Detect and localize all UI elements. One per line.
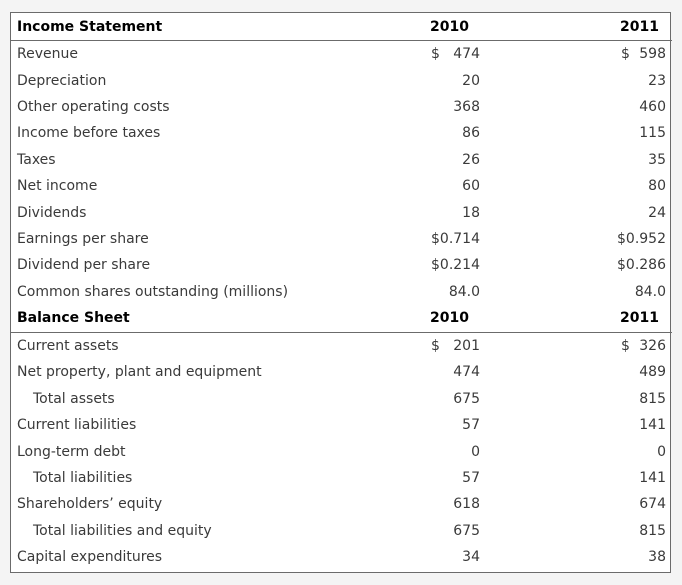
value-2010: [369, 332, 492, 359]
row-label: Long-term debt: [17, 443, 126, 460]
value-2010: 57: [462, 417, 480, 434]
row-label: Dividend per share: [17, 257, 151, 274]
table-row: [11, 41, 672, 68]
row-label: Total assets: [33, 390, 115, 407]
income-statement-header: [11, 13, 672, 41]
value-2011: $0.952: [617, 230, 666, 247]
year-header-2011: 2011: [492, 305, 672, 333]
cell-value: 201: [453, 338, 480, 355]
year-header-2010: 2010: [369, 305, 492, 333]
table-row: [11, 518, 672, 544]
balance-sheet-header: [11, 305, 672, 333]
value-2011: 35: [648, 151, 666, 168]
value-2011: 80: [648, 178, 666, 195]
table-row: [11, 252, 672, 278]
statements-table: [11, 13, 672, 570]
value-2010: 86: [462, 125, 480, 142]
row-label: Dividends: [17, 204, 87, 221]
value-2011: 23: [648, 72, 666, 89]
value-2010: 675: [453, 390, 480, 407]
value-2010: [369, 41, 492, 68]
row-label: Net income: [17, 178, 98, 195]
value-2011: $0.286: [617, 257, 666, 274]
value-2011: 38: [648, 549, 666, 566]
table-body: [11, 13, 672, 570]
currency-value: [492, 338, 666, 354]
value-2011: 815: [639, 522, 666, 539]
currency-symbol: $: [431, 338, 440, 355]
value-2011: 24: [648, 204, 666, 221]
value-2010: 0: [471, 443, 480, 460]
value-2010: $0.214: [431, 257, 480, 274]
table-row: [11, 332, 672, 359]
row-label: Shareholders’ equity: [17, 496, 163, 513]
value-2011: 115: [639, 125, 666, 142]
year-header-2011: 2011: [492, 13, 672, 41]
table-row: [11, 386, 672, 412]
cell-value: 598: [639, 46, 666, 63]
table-row: [11, 544, 672, 570]
row-label: Other operating costs: [17, 98, 170, 115]
currency-value: [369, 338, 480, 354]
value-2010: 84.0: [448, 283, 480, 300]
row-label: Net property, plant and equipment: [17, 364, 262, 381]
value-2010: 26: [462, 151, 480, 168]
table-row: [11, 67, 672, 93]
section-title: Income Statement: [11, 13, 369, 41]
value-2010: 368: [453, 98, 480, 115]
value-2011: 84.0: [634, 283, 666, 300]
table-row: [11, 199, 672, 225]
row-label: Taxes: [17, 151, 56, 168]
table-row: [11, 226, 672, 252]
value-2010: 34: [462, 549, 480, 566]
value-2011: 460: [639, 98, 666, 115]
cell-value: 474: [453, 46, 480, 63]
value-2011: 815: [639, 390, 666, 407]
row-label: Current assets: [17, 338, 119, 355]
currency-value: [492, 46, 666, 62]
table-row: [11, 173, 672, 199]
row-label: Revenue: [17, 46, 78, 63]
row-label: Earnings per share: [17, 230, 149, 247]
value-2011: [492, 41, 672, 68]
section-title: Balance Sheet: [11, 305, 369, 333]
table-row: [11, 279, 672, 305]
currency-symbol: $: [621, 338, 630, 355]
row-label: Current liabilities: [17, 417, 137, 434]
table-row: [11, 491, 672, 517]
value-2010: 618: [453, 496, 480, 513]
value-2010: 20: [462, 72, 480, 89]
value-2010: 675: [453, 522, 480, 539]
value-2010: 18: [462, 204, 480, 221]
value-2011: [492, 332, 672, 359]
table-row: [11, 94, 672, 120]
table-row: [11, 120, 672, 146]
table-row: [11, 465, 672, 491]
row-label: Common shares outstanding (millions): [17, 283, 289, 300]
cell-value: 326: [639, 338, 666, 355]
year-header-2010: 2010: [369, 13, 492, 41]
value-2011: 674: [639, 496, 666, 513]
value-2011: 141: [639, 417, 666, 434]
table-row: [11, 412, 672, 438]
value-2010: $0.714: [431, 230, 480, 247]
row-label: Total liabilities: [33, 470, 133, 487]
value-2010: 57: [462, 470, 480, 487]
financial-statements-table: [10, 12, 671, 573]
table-row: [11, 438, 672, 464]
value-2011: 489: [639, 364, 666, 381]
row-label: Depreciation: [17, 72, 107, 89]
value-2010: 60: [462, 178, 480, 195]
row-label: Capital expenditures: [17, 549, 163, 566]
table-row: [11, 359, 672, 385]
currency-symbol: $: [621, 46, 630, 63]
currency-value: [369, 46, 480, 62]
table-row: [11, 147, 672, 173]
row-label: Total liabilities and equity: [33, 522, 212, 539]
currency-symbol: $: [431, 46, 440, 63]
value-2011: 0: [657, 443, 666, 460]
value-2011: 141: [639, 470, 666, 487]
value-2010: 474: [453, 364, 480, 381]
row-label: Income before taxes: [17, 125, 161, 142]
